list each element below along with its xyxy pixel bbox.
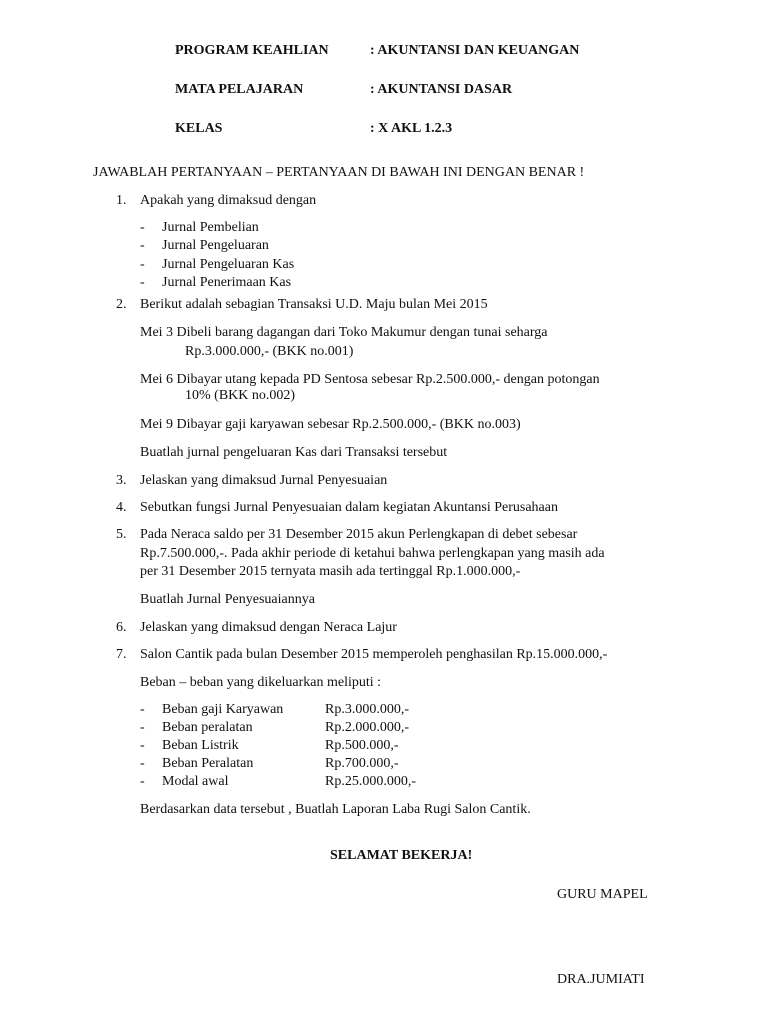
question-text: Salon Cantik pada bulan Desember 2015 memperoleh penghasilan Rp.15.000.000,- [140,647,608,662]
bullet: - [140,756,145,771]
question-task: Buatlah Jurnal Penyesuaiannya [140,592,315,607]
transaction-line: Mei 9 Dibayar gaji karyawan sebesar Rp.2.500.000,- (BKK no.003) [140,417,521,432]
question-number: 4. [116,500,127,515]
question-text: Sebutkan fungsi Jurnal Penyesuaian dalam kegiatan Akuntansi Perusahaan [140,500,558,515]
expense-amount: Rp.500.000,- [325,738,399,753]
class-value: : X AKL 1.2.3 [370,121,453,136]
expense-name: Modal awal [162,774,229,789]
question-task: Berdasarkan data tersebut , Buatlah Laporan Laba Rugi Salon Cantik. [140,802,531,817]
transaction-line: Mei 6 Dibayar utang kepada PD Sentosa sebesar Rp.2.500.000,- dengan potongan [140,372,600,387]
question-number: 1. [116,193,127,208]
question-task: Buatlah jurnal pengeluaran Kas dari Transaksi tersebut [140,445,448,460]
expenses-intro: Beban – beban yang dikeluarkan meliputi : [140,675,382,690]
class-label: KELAS [175,121,223,136]
transaction-line-cont: Rp.3.000.000,- (BKK no.001) [185,344,354,359]
question-text: Apakah yang dimaksud dengan [140,193,317,208]
closing-text: SELAMAT BEKERJA! [330,848,473,863]
bullet: - [140,720,145,735]
bullet: - [140,738,145,753]
bullet: - [140,774,145,789]
list-item: Jurnal Pengeluaran Kas [162,257,295,272]
expense-name: Beban Listrik [162,738,239,753]
question-number: 6. [116,620,127,635]
bullet: - [140,257,145,272]
question-text-cont: Rp.7.500.000,-. Pada akhir periode di ketahui bahwa perlengkapan yang masih ada [140,546,605,561]
list-item: Jurnal Pengeluaran [162,238,269,253]
transaction-line-cont: 10% (BKK no.002) [185,388,296,403]
question-text: Jelaskan yang dimaksud dengan Neraca Lajur [140,620,397,635]
program-label: PROGRAM KEAHLIAN [175,43,329,58]
bullet: - [140,275,145,290]
teacher-name: DRA.JUMIATI [557,972,645,987]
expense-name: Beban gaji Karyawan [162,702,284,717]
question-text: Pada Neraca saldo per 31 Desember 2015 akun Perlengkapan di debet sebesar [140,527,578,542]
expense-name: Beban Peralatan [162,756,254,771]
question-text-cont: per 31 Desember 2015 ternyata masih ada tertinggal Rp.1.000.000,- [140,564,521,579]
question-number: 7. [116,647,127,662]
bullet: - [140,702,145,717]
expense-amount: Rp.25.000.000,- [325,774,416,789]
question-text: Jelaskan yang dimaksud Jurnal Penyesuaian [140,473,388,488]
expense-amount: Rp.3.000.000,- [325,702,409,717]
question-number: 3. [116,473,127,488]
list-item: Jurnal Penerimaan Kas [162,275,292,290]
teacher-title: GURU MAPEL [557,887,648,902]
list-item: Jurnal Pembelian [162,220,259,235]
expense-amount: Rp.2.000.000,- [325,720,409,735]
subject-label: MATA PELAJARAN [175,82,304,97]
expense-name: Beban peralatan [162,720,253,735]
question-number: 5. [116,527,127,542]
bullet: - [140,220,145,235]
transaction-line: Mei 3 Dibeli barang dagangan dari Toko Makumur dengan tunai seharga [140,325,548,340]
subject-value: : AKUNTANSI DASAR [370,82,513,97]
expense-amount: Rp.700.000,- [325,756,399,771]
program-value: : AKUNTANSI DAN KEUANGAN [370,43,580,58]
question-text: Berikut adalah sebagian Transaksi U.D. Maju bulan Mei 2015 [140,297,488,312]
bullet: - [140,238,145,253]
question-number: 2. [116,297,127,312]
instruction: JAWABLAH PERTANYAAN – PERTANYAAN DI BAWAH INI DENGAN BENAR ! [93,165,585,180]
